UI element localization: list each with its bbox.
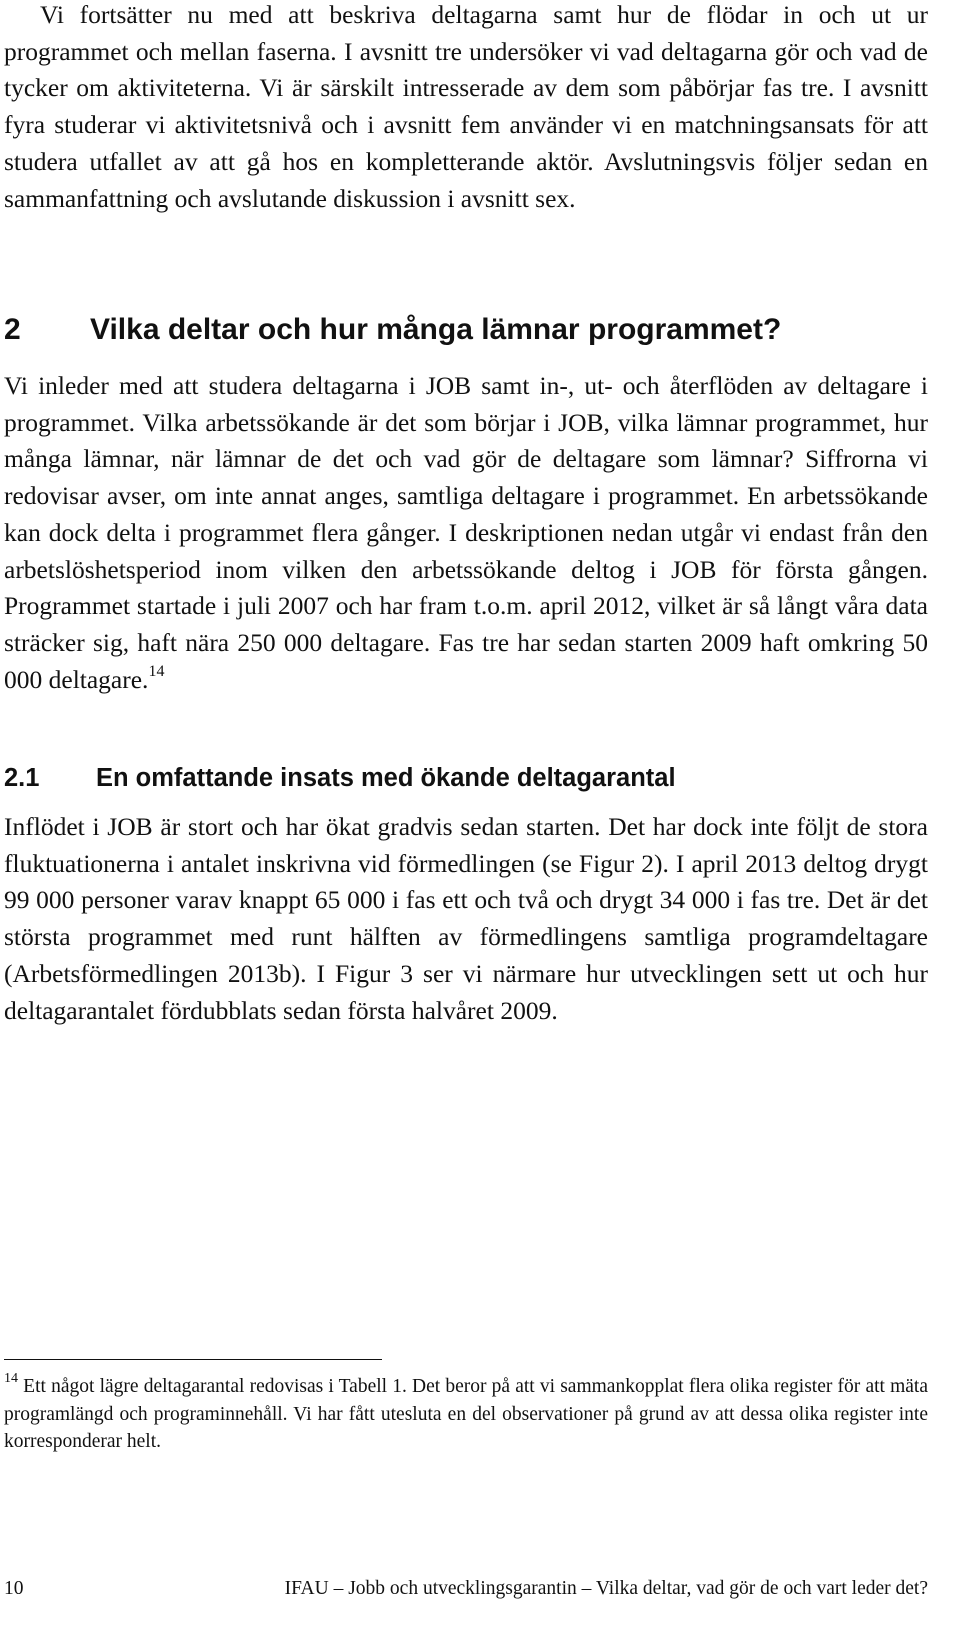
footnote-divider (4, 1359, 382, 1360)
section-2-1-heading (4, 764, 676, 793)
footnote-number: 14 (4, 1371, 18, 1386)
section-2-heading (4, 313, 781, 347)
section-2-paragraph (4, 368, 928, 698)
intro-paragraph: Vi fortsätter nu med att beskriva deltagarna samt hur de flödar in och ut ur programmet och mellan faserna. I avsnitt tre undersöker vi vad deltagarna gör och vad de tycker om aktiviteterna. Vi är särskilt intresserade av dem som påbörjar fas tre. I avsnitt fyra studerar vi aktivitetsnivå och i avsnitt fem använder vi en matchningsansats för att studera utfallet av att gå hos en kompletterande aktör. Avslutningsvis följer sedan en sammanfattning och avslutande diskussion i avsnitt sex. (4, 0, 928, 213)
footnote-text: Ett något lägre deltagarantal redovisas i Tabell 1. Det beror på att vi sammankopplat flera olika register för att mäta programlängd och programinnehåll. Vi har fått utesluta en del observationer på grund av att dessa olika register inte korresponderar helt. (4, 1376, 928, 1452)
footnote (4, 1373, 928, 1456)
running-title: IFAU – Jobb och utvecklingsgarantin – Vilka deltar, vad gör de och vart leder det? (284, 1578, 928, 1599)
section-2-1-title: En omfattande insats med ökande deltagarantal (96, 764, 676, 792)
page-number: 10 (4, 1578, 24, 1599)
section-2-1-paragraph: Inflödet i JOB är stort och har ökat gradvis sedan starten. Det har dock inte följt de stora fluktuationerna i antalet inskrivna vid förmedlingen (se Figur 2). I april 2013 deltog drygt 99 000 personer varav knappt 65 000 i fas ett och två och drygt 34 000 i fas tre. Det är det största programmet med runt hälften av förmedlingens samtliga programdeltagare (Arbetsförmedlingen 2013b). I Figur 3 ser vi närmare hur utvecklingen sett ut och hur deltagarantalet fördubblats sedan första halvåret 2009. (4, 812, 928, 1025)
footnote-reference: 14 (148, 662, 165, 680)
section-2-title: Vilka deltar och hur många lämnar programmet? (90, 313, 782, 346)
section-2-text: Vi inleder med att studera deltagarna i JOB samt in-, ut- och återflöden av deltagare i programmet. Vilka arbetssökande är det som börjar i JOB, vilka lämnar programmet, hur många lämnar, när lämnar de det och vad gör de deltagare som lämnar? Siffrorna vi redovisar avser, om inte annat anges, samtliga deltagare i programmet. En arbetssökande kan dock delta i programmet flera gånger. I deskriptionen nedan utgår vi endast från den arbetslöshetsperiod inom vilken den arbetssökande deltog i JOB för första gången. Programmet startade i juli 2007 och har fram t.o.m. april 2012, vilket är så långt våra data sträcker sig, haft nära 250 000 deltagare. Fas tre har sedan starten 2009 haft omkring 50 000 deltagare. (4, 371, 928, 694)
section-2-number: 2 (4, 313, 21, 346)
section-2-1-number: 2.1 (4, 764, 40, 792)
